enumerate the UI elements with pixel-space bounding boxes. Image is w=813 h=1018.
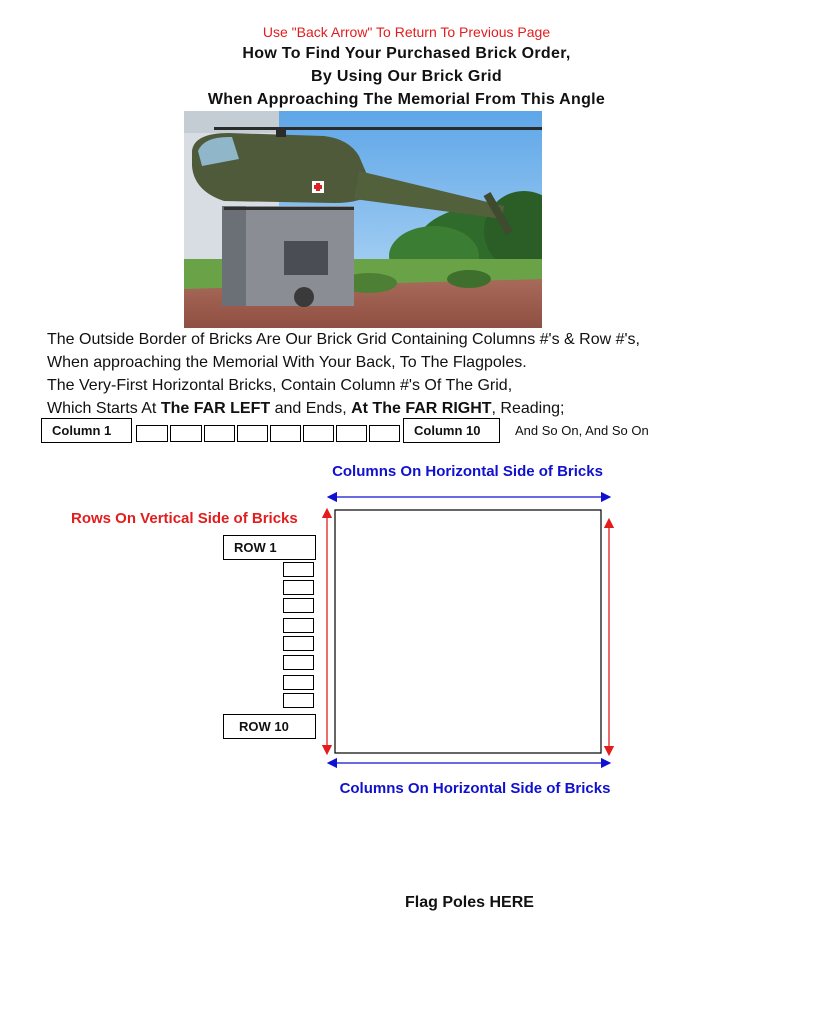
page-title-line-1: How To Find Your Purchased Brick Order, [242,45,571,62]
far-right-text: At The FAR RIGHT [351,400,492,417]
instruction-line-4-start: Which Starts At [47,400,161,417]
row-1-label: ROW 1 [234,540,277,555]
row-brick [283,598,314,613]
columns-bottom-label: Columns On Horizontal Side of Bricks [339,780,611,797]
columns-top-label: Columns On Horizontal Side of Bricks [332,463,603,480]
and-so-on-text: And So On, And So On [515,423,649,438]
instruction-line-3: The Very-First Horizontal Bricks, Contain Column #'s Of The Grid, [47,377,513,394]
instruction-line-4-end: , Reading; [491,400,565,417]
row-brick [283,693,314,708]
page-title-line-2: By Using Our Brick Grid [311,68,502,85]
instruction-line-4-mid: and Ends, [270,400,352,417]
back-arrow-note: Use "Back Arrow" To Return To Previous Page [262,24,551,40]
column-10-label: Column 10 [414,423,481,438]
row-brick [283,655,314,670]
row-brick [283,580,314,595]
row-brick [283,618,314,633]
instruction-line-1: The Outside Border of Bricks Are Our Brick Grid Containing Columns #'s & Row #'s, [47,331,640,348]
page-title-line-3: When Approaching The Memorial From This Angle [207,91,606,108]
rows-label: Rows On Vertical Side of Bricks [71,510,298,527]
instruction-line-2: When approaching the Memorial With Your Back, To The Flagpoles. [47,354,527,371]
row-brick [283,636,314,651]
far-left-text: The FAR LEFT [160,400,271,417]
row-10-brick [223,714,316,739]
row-10-label: ROW 10 [239,719,289,734]
grid-square [335,510,601,753]
column-1-label: Column 1 [52,423,112,438]
flag-poles-label: Flag Poles HERE [405,894,534,911]
row-1-brick [223,535,316,560]
row-brick [283,675,314,690]
row-brick [283,562,314,577]
